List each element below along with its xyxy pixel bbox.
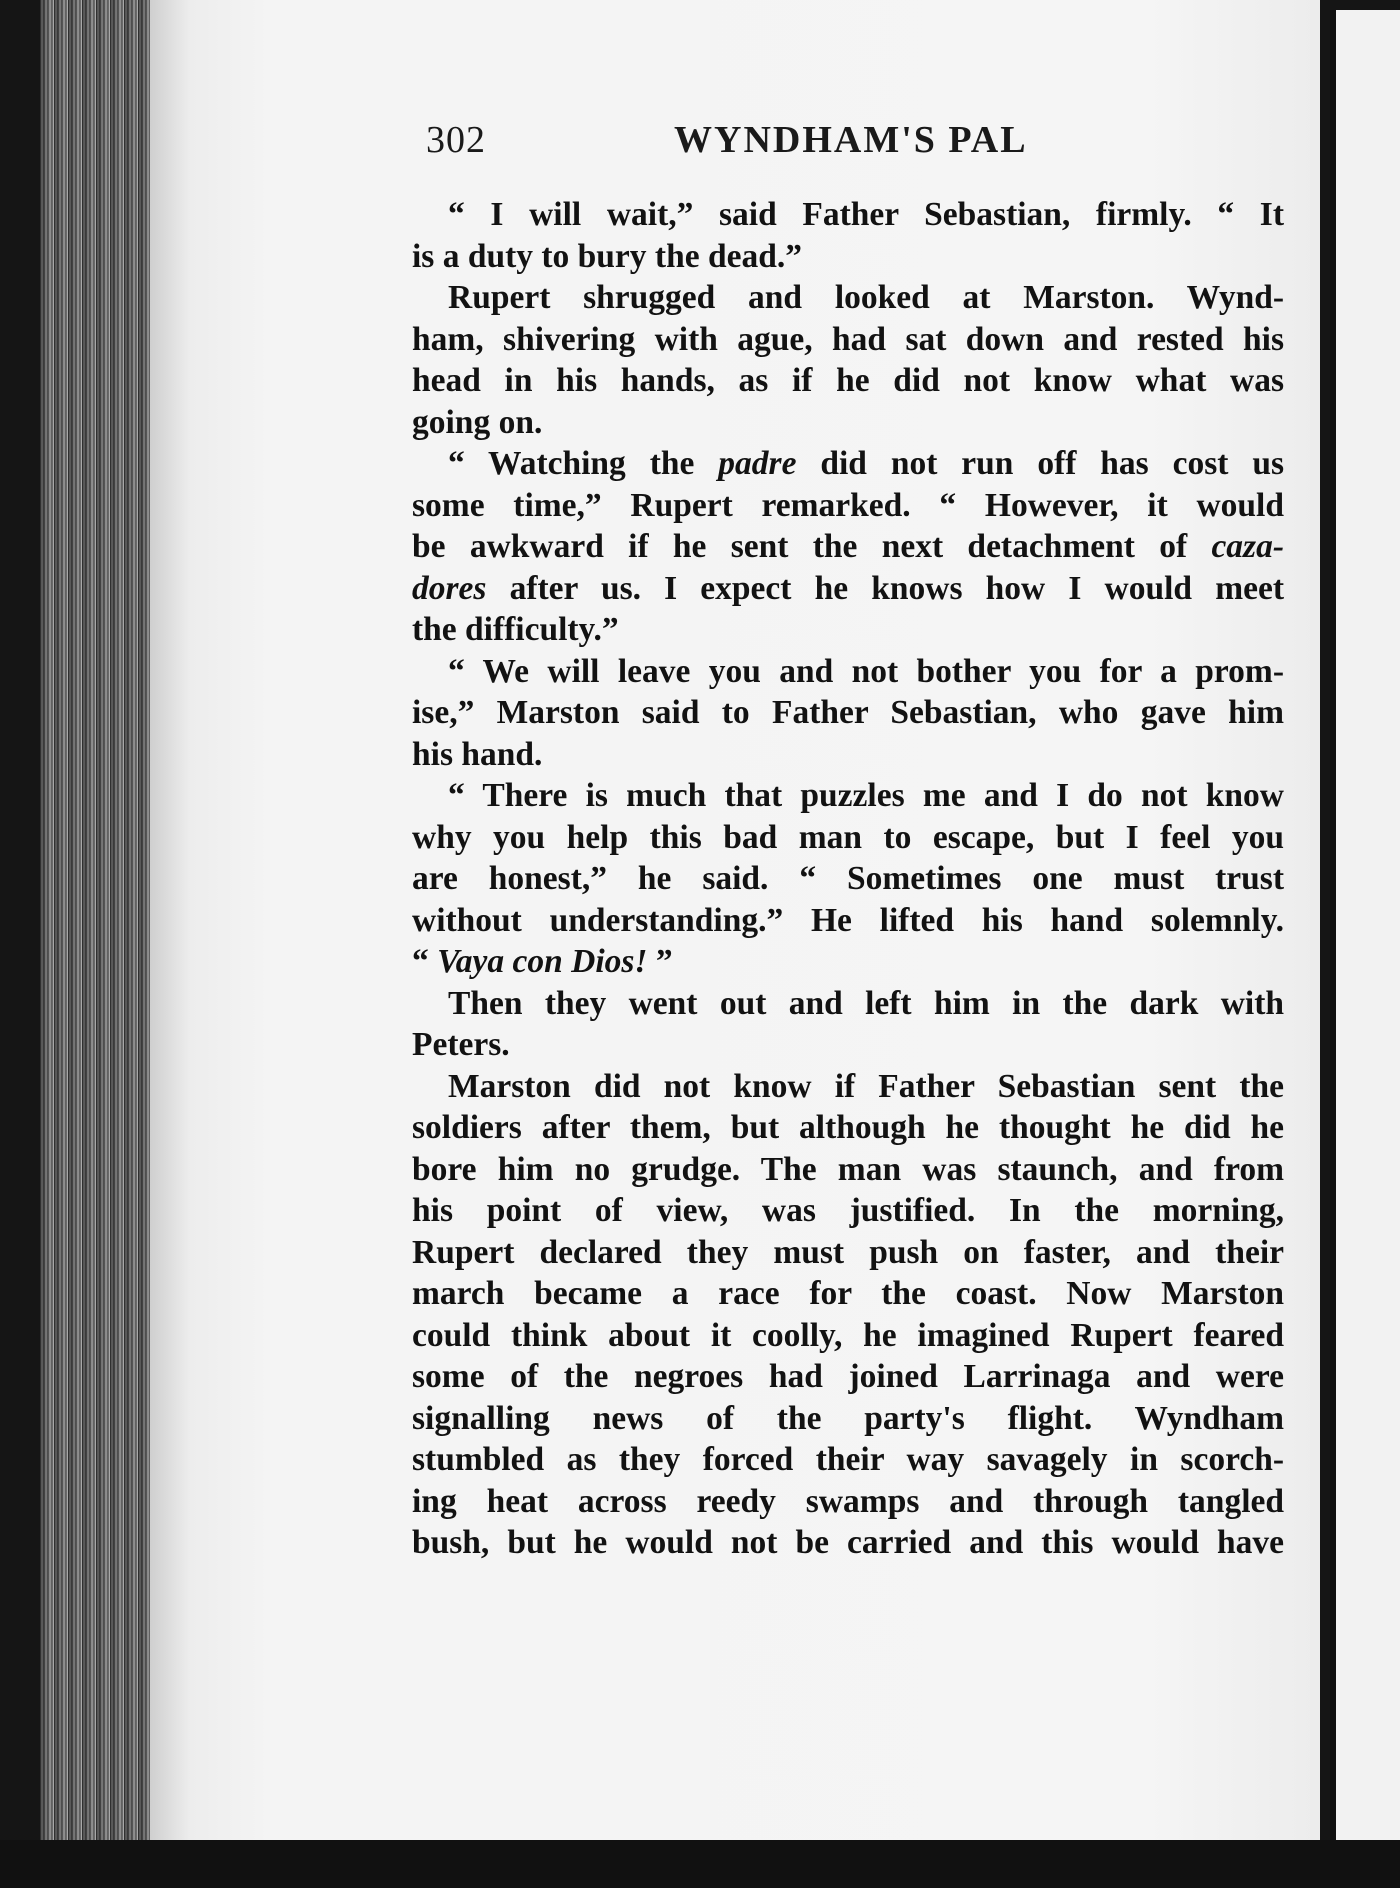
text-line: “ We will leave you and not bother you for a prom- bbox=[448, 652, 1284, 690]
text-line: “ Watching the padre did not run off has cost us bbox=[448, 445, 1284, 482]
text-line: Rupert declared they must push on faster, and their bbox=[412, 1233, 1284, 1271]
text-line: head in his hands, as if he did not know what was bbox=[412, 362, 1284, 399]
body-text bbox=[412, 194, 1284, 1564]
text-line: Rupert shrugged and looked at Marston. Wynd- bbox=[448, 279, 1284, 316]
text-line: some time,” Rupert remarked. “ However, it would bbox=[412, 486, 1284, 524]
page-header bbox=[426, 118, 1046, 178]
text-line: signalling news of the party's flight. Wyndham bbox=[412, 1399, 1284, 1437]
text-line: Peters. bbox=[412, 1026, 510, 1063]
text-line: stumbled as they forced their way savagely in scorch- bbox=[412, 1441, 1284, 1478]
text-line: some of the negroes had joined Larrinaga and were bbox=[412, 1358, 1284, 1395]
text-line: are honest,” he said. “ Sometimes one must trust bbox=[412, 860, 1284, 897]
text-line: is a duty to bury the dead.” bbox=[412, 237, 802, 275]
text-line: be awkward if he sent the next detachment of caza- bbox=[412, 528, 1284, 565]
text-line: bore him no grudge. The man was staunch, and from bbox=[412, 1150, 1284, 1188]
text-line: Then they went out and left him in the dark with bbox=[448, 984, 1284, 1022]
text-line: Marston did not know if Father Sebastian sent the bbox=[448, 1067, 1284, 1105]
text-line: dores after us. I expect he knows how I would meet bbox=[412, 569, 1284, 607]
text-line: going on. bbox=[412, 403, 543, 441]
text-line: without understanding.” He lifted his hand solemnly. bbox=[412, 901, 1284, 939]
text-line: ing heat across reedy swamps and through tangled bbox=[412, 1482, 1284, 1520]
text-line: why you help this bad man to escape, but I feel you bbox=[412, 818, 1284, 856]
facing-page-edge bbox=[1330, 10, 1400, 1840]
text-line: his hand. bbox=[412, 735, 543, 773]
running-title: WYNDHAM'S PAL bbox=[674, 119, 1028, 161]
bottom-shadow bbox=[0, 1840, 1400, 1888]
text-line: ham, shivering with ague, had sat down and rested his bbox=[412, 320, 1284, 358]
text-line: “ Vaya con Dios! ” bbox=[412, 943, 673, 980]
text-line: his point of view, was justified. In the morning, bbox=[412, 1192, 1284, 1229]
text-line: soldiers after them, but although he thought he did he bbox=[412, 1109, 1284, 1146]
page-number: 302 bbox=[426, 119, 486, 161]
text-line: bush, but he would not be carried and this would have bbox=[412, 1524, 1284, 1561]
text-line: could think about it coolly, he imagined Rupert feared bbox=[412, 1316, 1284, 1354]
text-line: “ I will wait,” said Father Sebastian, firmly. “ It bbox=[448, 196, 1284, 233]
text-line: “ There is much that puzzles me and I do not know bbox=[448, 777, 1284, 814]
text-line: ise,” Marston said to Father Sebastian, who gave him bbox=[412, 694, 1284, 731]
text-line: march became a race for the coast. Now Marston bbox=[412, 1275, 1284, 1312]
text-line: the difficulty.” bbox=[412, 611, 619, 648]
